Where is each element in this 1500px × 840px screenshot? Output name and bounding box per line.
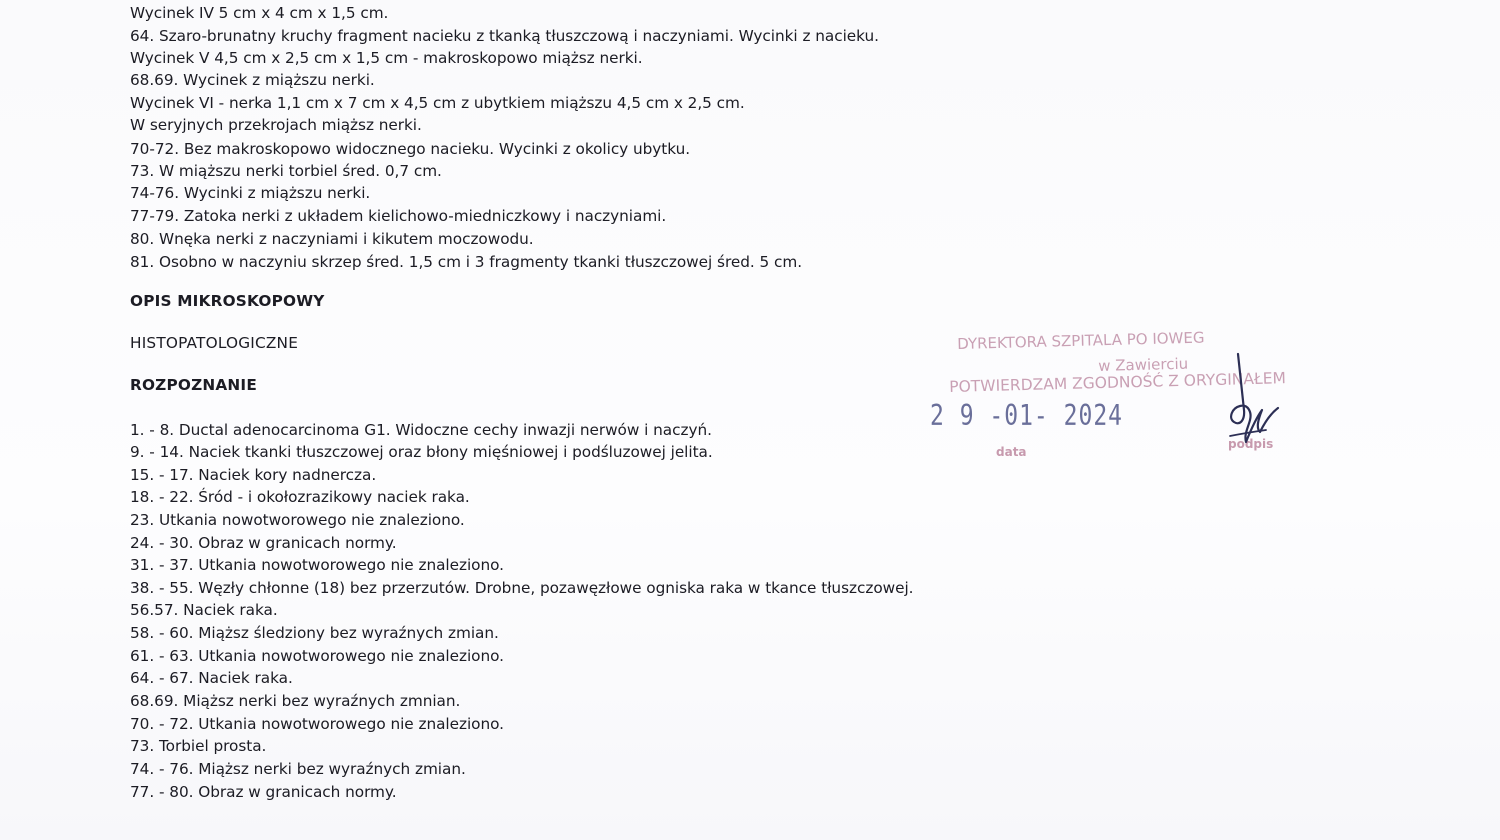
diagnosis-line: 68.69. Miąższ nerki bez wyraźnych zmnian. [130,692,461,710]
macro-line: 64. Szaro-brunatny kruchy fragment nacieku z tkanką tłuszczową i naczyniami. Wycinki z nacieku. [130,27,879,45]
diagnosis-line: 38. - 55. Węzły chłonne (18) bez przerzutów. Drobne, pozawęzłowe ogniska raka w tkance tłuszczowej. [130,579,914,597]
stamp-date-value: 2 9 -01- 2024 [930,400,1124,433]
diagnosis-line: 74. - 76. Miąższ nerki bez wyraźnych zmian. [130,760,466,778]
section-heading-diagnosis: ROZPOZNANIE [130,376,257,394]
diagnosis-line: 18. - 22. Śród - i okołozrazikowy naciek raka. [130,488,470,506]
macro-line: 70-72. Bez makroskopowo widocznego nacieku. Wycinki z okolicy ubytku. [130,140,691,158]
macro-line: 80. Wnęka nerki z naczyniami i kikutem moczowodu. [130,230,534,248]
stamp-signature-label: podpis [1228,437,1274,451]
stamp-line-3: POTWIERDZAM ZGODNOŚĆ Z ORYGINAŁEM [949,369,1287,396]
macro-line: 77-79. Zatoka nerki z układem kielichowo-miedniczkowy i naczyniami. [130,207,667,225]
diagnosis-line: 64. - 67. Naciek raka. [130,669,293,687]
macro-line: 68.69. Wycinek z miąższu nerki. [130,71,375,89]
diagnosis-line: 1. - 8. Ductal adenocarcinoma G1. Widoczne cechy inwazji nerwów i naczyń. [130,421,712,439]
diagnosis-line: 77. - 80. Obraz w granicach normy. [130,783,397,801]
diagnosis-line: 56.57. Naciek raka. [130,601,278,619]
diagnosis-line: 23. Utkania nowotworowego nie znaleziono. [130,511,465,529]
macro-line: 73. W miąższu nerki torbiel śred. 0,7 cm. [130,162,442,180]
macro-line: Wycinek IV 5 cm x 4 cm x 1,5 cm. [130,4,389,22]
diagnosis-line: 58. - 60. Miąższ śledziony bez wyraźnych zmian. [130,624,499,642]
macro-line: 81. Osobno w naczyniu skrzep śred. 1,5 cm i 3 fragmenty tkanki tłuszczowej śred. 5 cm. [130,253,803,271]
macro-line: Wycinek VI - nerka 1,1 cm x 7 cm x 4,5 cm z ubytkiem miąższu 4,5 cm x 2,5 cm. [130,94,745,112]
macro-line: 74-76. Wycinki z miąższu nerki. [130,184,371,202]
diagnosis-line: 24. - 30. Obraz w granicach normy. [130,534,397,552]
handwritten-signature [1200,352,1310,452]
diagnosis-line: 73. Torbiel prosta. [130,737,267,755]
macro-line: W seryjnych przekrojach miąższ nerki. [130,116,422,134]
diagnosis-line: 31. - 37. Utkania nowotworowego nie znaleziono. [130,556,504,574]
stamp-line-1: DYREKTORA SZPITALA PO IOWEG [957,328,1205,353]
diagnosis-line: 61. - 63. Utkania nowotworowego nie znaleziono. [130,647,504,665]
macro-line: Wycinek V 4,5 cm x 2,5 cm x 1,5 cm - makroskopowo miąższ nerki. [130,49,643,67]
section-heading-microscopic: OPIS MIKROSKOPOWY [130,292,325,310]
diagnosis-line: 70. - 72. Utkania nowotworowego nie znaleziono. [130,715,504,733]
diagnosis-line: 15. - 17. Naciek kory nadnercza. [130,466,377,484]
stamp-date-label: data [996,445,1027,459]
stamp-line-2: w Zawierciu [1098,354,1189,375]
diagnosis-line: 9. - 14. Naciek tkanki tłuszczowej oraz błony mięśniowej i podśluzowej jelita. [130,443,713,461]
microscopic-text: HISTOPATOLOGICZNE [130,334,299,352]
